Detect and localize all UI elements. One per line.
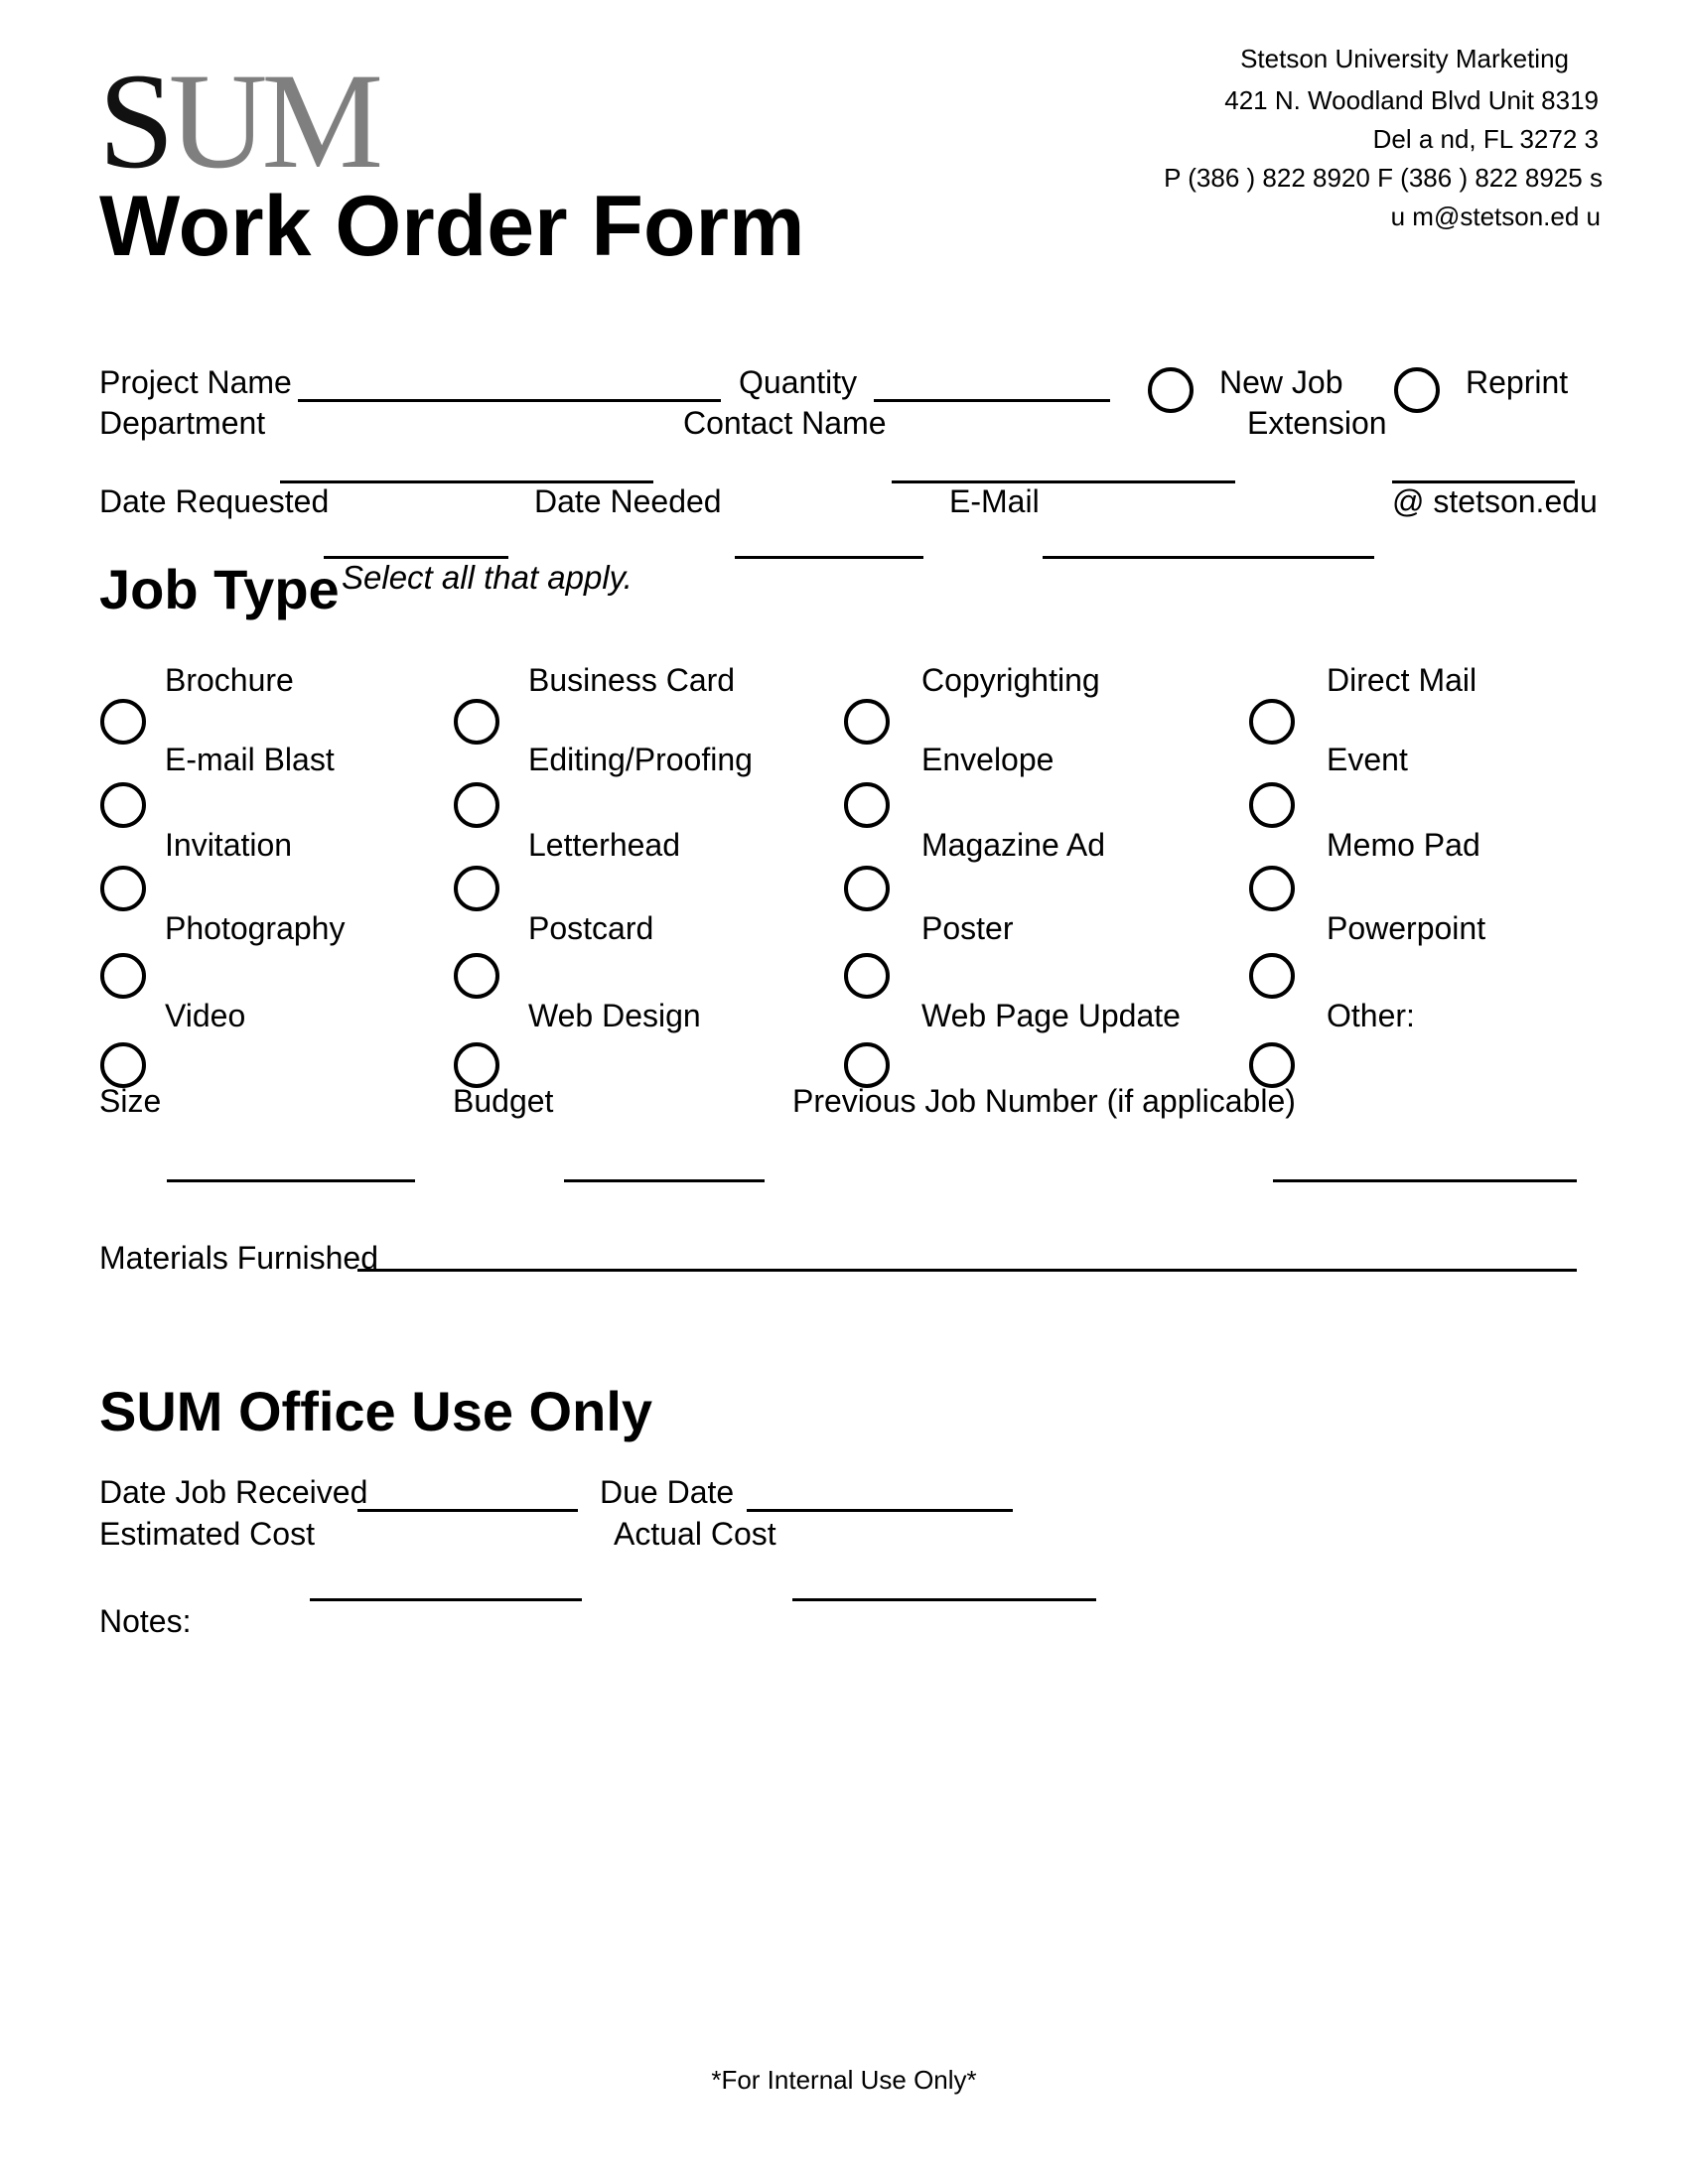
job-type-radio-invitation[interactable] <box>100 866 146 911</box>
email-label: E-Mail <box>949 483 1040 519</box>
address-line-3: Del a nd, FL 3272 3 <box>1372 124 1599 154</box>
job-type-label-copyrighting: Copyrighting <box>921 662 1100 698</box>
job-type-radio-copyrighting[interactable] <box>844 699 890 745</box>
job-type-label-business-card: Business Card <box>528 662 736 698</box>
job-type-label-event: Event <box>1327 742 1408 777</box>
materials-furnished-label: Materials Furnished <box>99 1240 378 1276</box>
size-field[interactable] <box>167 1179 415 1182</box>
office-use-heading: SUM Office Use Only <box>99 1380 653 1442</box>
job-type-label-envelope: Envelope <box>921 742 1055 777</box>
quantity-field[interactable] <box>874 399 1110 402</box>
job-type-radio-postcard[interactable] <box>454 953 499 999</box>
contact-name-field[interactable] <box>892 480 1235 483</box>
contact-name-label: Contact Name <box>683 405 887 441</box>
job-type-label-invitation: Invitation <box>165 827 293 863</box>
job-type-radio-photography[interactable] <box>100 953 146 999</box>
project-name-label: Project Name <box>99 364 292 400</box>
actual-cost-field[interactable] <box>792 1598 1096 1601</box>
job-type-radio-letterhead[interactable] <box>454 866 499 911</box>
job-type-radio-editing-proofing[interactable] <box>454 782 499 828</box>
job-type-label-web-page-update: Web Page Update <box>921 998 1181 1033</box>
job-type-radio-direct-mail[interactable] <box>1249 699 1295 745</box>
date-job-received-label: Date Job Received <box>99 1474 368 1510</box>
job-type-radio-business-card[interactable] <box>454 699 499 745</box>
date-requested-label: Date Requested <box>99 483 330 519</box>
job-type-label-memo-pad: Memo Pad <box>1327 827 1480 863</box>
job-type-label-poster: Poster <box>921 910 1014 946</box>
extension-label: Extension <box>1247 405 1387 441</box>
job-type-label-postcard: Postcard <box>528 910 654 946</box>
due-date-label: Due Date <box>600 1474 735 1510</box>
job-type-radio-event[interactable] <box>1249 782 1295 828</box>
job-type-radio-envelope[interactable] <box>844 782 890 828</box>
email-domain-label: @ stetson.edu <box>1392 483 1598 519</box>
job-type-label-direct-mail: Direct Mail <box>1327 662 1477 698</box>
page-title: Work Order Form <box>99 179 805 274</box>
notes-label: Notes: <box>99 1603 192 1639</box>
project-name-field[interactable] <box>298 399 721 402</box>
department-label: Department <box>99 405 266 441</box>
new-job-radio[interactable] <box>1148 367 1194 413</box>
sum-logo: SUM <box>98 45 378 197</box>
previous-job-field[interactable] <box>1273 1179 1577 1182</box>
internal-use-note: *For Internal Use Only* <box>711 2065 977 2095</box>
job-type-label-editing-proofing: Editing/Proofing <box>528 742 753 777</box>
estimated-cost-label: Estimated Cost <box>99 1516 315 1552</box>
reprint-label: Reprint <box>1466 364 1569 400</box>
job-type-note: Select all that apply. <box>342 559 633 596</box>
job-type-label-magazine-ad: Magazine Ad <box>921 827 1106 863</box>
materials-furnished-field[interactable] <box>357 1269 1577 1272</box>
job-type-label-other: Other: <box>1327 998 1415 1033</box>
budget-field[interactable] <box>564 1179 765 1182</box>
date-needed-field[interactable] <box>735 556 923 559</box>
job-type-radio-poster[interactable] <box>844 953 890 999</box>
job-type-label-photography: Photography <box>165 910 346 946</box>
email-field[interactable] <box>1043 556 1374 559</box>
date-job-received-field[interactable] <box>357 1509 578 1512</box>
date-needed-label: Date Needed <box>534 483 722 519</box>
job-type-radio-brochure[interactable] <box>100 699 146 745</box>
job-type-radio-email-blast[interactable] <box>100 782 146 828</box>
estimated-cost-field[interactable] <box>310 1598 582 1601</box>
address-line-4: P (386 ) 822 8920 F (386 ) 822 8925 s <box>1164 163 1603 193</box>
job-type-radio-magazine-ad[interactable] <box>844 866 890 911</box>
reprint-radio[interactable] <box>1394 367 1440 413</box>
actual-cost-label: Actual Cost <box>614 1516 776 1552</box>
address-line-1: Stetson University Marketing <box>1240 44 1569 73</box>
address-line-2: 421 N. Woodland Blvd Unit 8319 <box>1224 85 1599 115</box>
due-date-field[interactable] <box>747 1509 1013 1512</box>
job-type-label-web-design: Web Design <box>528 998 701 1033</box>
job-type-radio-powerpoint[interactable] <box>1249 953 1295 999</box>
quantity-label: Quantity <box>739 364 858 400</box>
notes-area[interactable] <box>99 1648 1579 2025</box>
job-type-radio-memo-pad[interactable] <box>1249 866 1295 911</box>
address-line-5: u m@stetson.ed u <box>1390 202 1601 231</box>
budget-label: Budget <box>453 1083 554 1119</box>
job-type-label-letterhead: Letterhead <box>528 827 681 863</box>
job-type-heading: Job Type <box>99 558 340 620</box>
job-type-label-brochure: Brochure <box>165 662 294 698</box>
job-type-label-powerpoint: Powerpoint <box>1327 910 1486 946</box>
size-label: Size <box>99 1083 162 1119</box>
previous-job-label: Previous Job Number (if applicable) <box>792 1083 1296 1119</box>
job-type-label-video: Video <box>165 998 246 1033</box>
new-job-label: New Job <box>1219 364 1343 400</box>
job-type-label-email-blast: E-mail Blast <box>165 742 335 777</box>
